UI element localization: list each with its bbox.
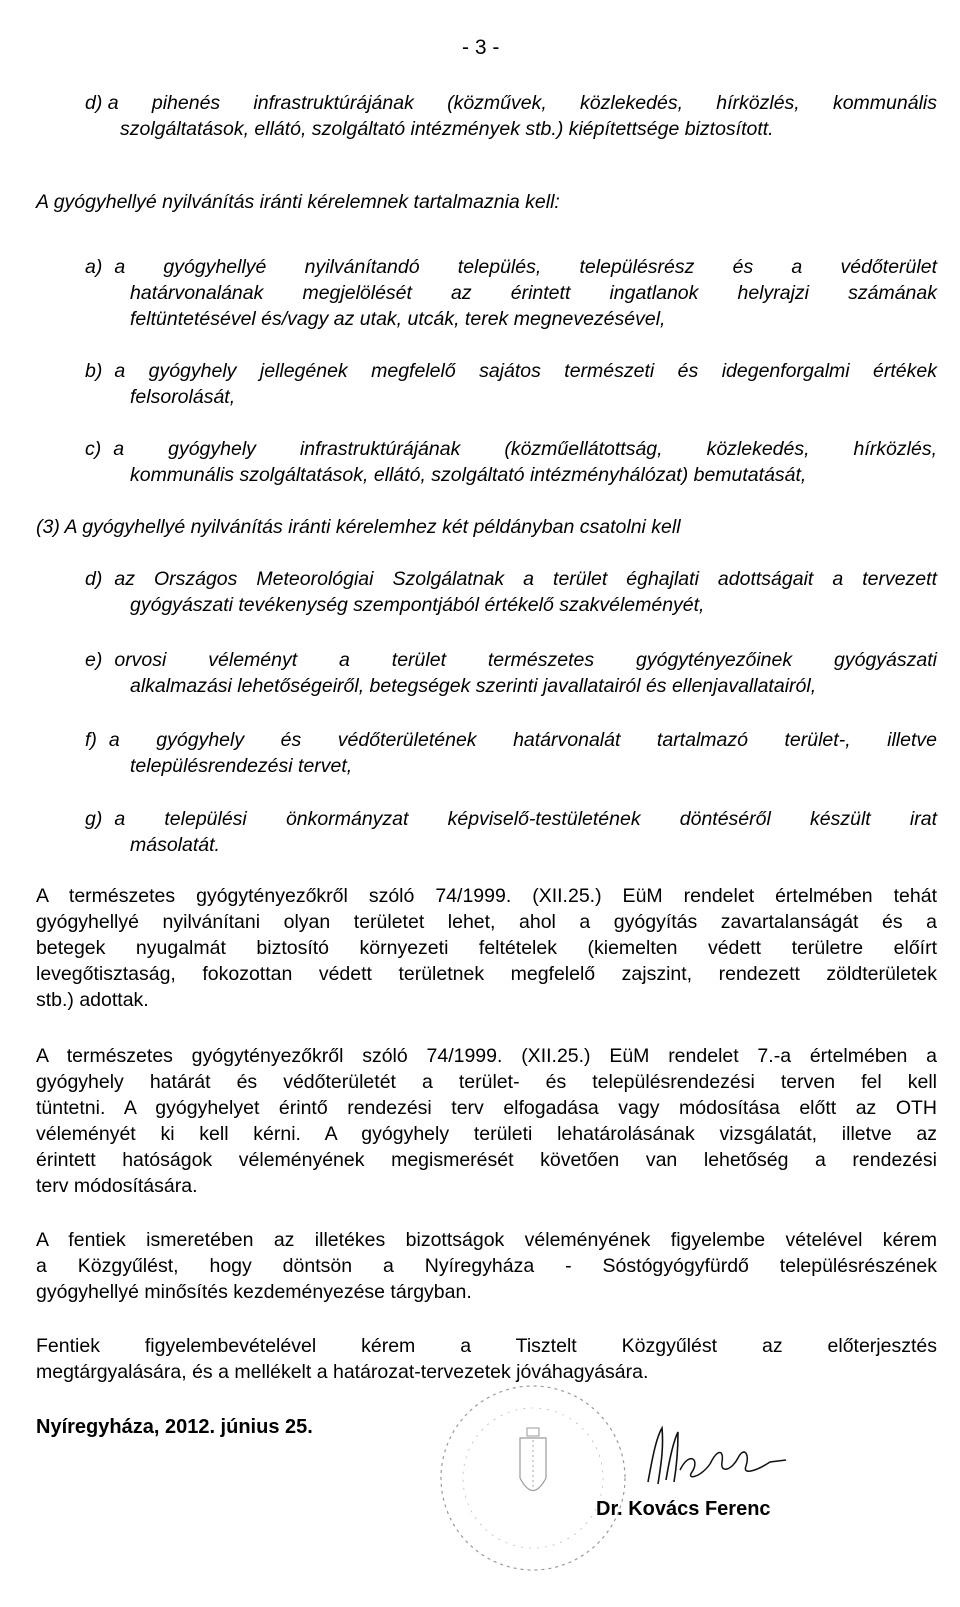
paragraph-3: (3) A gyógyhellyé nyilvánítás iránti kérelemhez két példányban csatolni kell <box>36 516 681 538</box>
item-label: f) <box>85 729 97 751</box>
handwritten-signature <box>640 1420 790 1490</box>
paragraph-line: a Közgyűlést, hogy döntsön a Nyíregyháza - Sóstógyógyfürdő településrészének <box>36 1255 937 1277</box>
item-label: b) <box>85 360 103 382</box>
item-line: kommunális szolgáltatások, ellátó, szolgáltató intézményhálózat) bemutatását, <box>130 464 807 486</box>
item-line: orvosi véleményt a terület természetes gyógytényezőinek gyógyászati <box>114 649 937 671</box>
page-number: - 3 - <box>462 36 500 59</box>
item-label: a) <box>85 256 103 278</box>
item-d-first <box>85 90 937 142</box>
item-label: c) <box>85 438 102 460</box>
item-c <box>85 436 937 488</box>
item-line: felsorolását, <box>130 386 236 408</box>
item-a <box>85 254 937 332</box>
paragraph-1 <box>36 883 937 1013</box>
intro-request: A gyógyhellyé nyilvánítás iránti kérelemnek tartalmaznia kell: <box>36 191 560 213</box>
paragraph-line: A természetes gyógytényezőkről szóló 74/1999. (XII.25.) EüM rendelet 7.-a értelmében a <box>36 1045 937 1067</box>
paragraph-line: stb.) adottak. <box>36 989 149 1011</box>
item-label: d) <box>85 568 103 590</box>
paragraph-line: tüntetni. A gyógyhelyet érintő rendezési terv elfogadása vagy módosítása előtt az OTH <box>36 1097 937 1119</box>
item-e <box>85 647 937 699</box>
paragraph-line: betegek nyugalmát biztosító környezeti feltételek (kiemelten védett területre előírt <box>36 937 937 959</box>
paragraph-line: terv módosítására. <box>36 1175 198 1197</box>
item-label: e) <box>85 649 103 671</box>
place-and-date: Nyíregyháza, 2012. június 25. <box>36 1416 313 1438</box>
paragraph-line: véleményét ki kell kérni. A gyógyhely területi lehatárolásának vizsgálatát, illetve az <box>36 1123 937 1145</box>
paragraph-line: A fentiek ismeretében az illetékes bizottságok véleményének figyelembe vételével kérem <box>36 1229 937 1251</box>
item-line: településrendezési tervet, <box>130 755 353 777</box>
item-label: d) <box>85 92 103 114</box>
item-line: határvonalának megjelölését az érintett ingatlanok helyrajzi számának <box>130 282 937 304</box>
item-line: szolgáltatások, ellátó, szolgáltató intézmények stb.) kiépítettsége biztosított. <box>120 118 774 140</box>
item-line: a települési önkormányzat képviselő-testületének döntéséről készült irat <box>114 808 937 830</box>
item-line: a gyógyhellyé nyilvánítandó település, településrész és a védőterület <box>114 256 937 278</box>
item-label: g) <box>85 808 103 830</box>
item-line: gyógyászati tevékenység szempontjából értékelő szakvéleményét, <box>130 594 705 616</box>
paragraph-line: gyógyhely határát és védőterületét a terület- és településrendezési terven fel kell <box>36 1071 937 1093</box>
item-d <box>85 566 937 618</box>
paragraph-line: levegőtisztaság, fokozottan védett területnek megfelelő zajszint, rendezett zöldterületek <box>36 963 937 985</box>
official-stamp <box>428 1378 638 1578</box>
item-line: a gyógyhely és védőterületének határvonalát tartalmazó terület-, illetve <box>108 729 937 751</box>
item-line: az Országos Meteorológiai Szolgálatnak a terület éghajlati adottságait a tervezett <box>114 568 937 590</box>
paragraph-line: A természetes gyógytényezőkről szóló 74/1999. (XII.25.) EüM rendelet értelmében tehát <box>36 885 937 907</box>
signer-name: Dr. Kovács Ferenc <box>596 1498 771 1520</box>
paragraph-line: érintett hatóságok véleményének megismerését követően van lehetőség a rendezési <box>36 1149 937 1171</box>
item-f <box>85 727 937 779</box>
item-line: alkalmazási lehetőségeiről, betegségek szerinti javallatairól és ellenjavallatairól, <box>130 675 817 697</box>
paragraph-line: gyógyhellyé nyilvánítani olyan területet lehet, ahol a gyógyítás zavartalanságát és a <box>36 911 937 933</box>
item-line: a pihenés infrastruktúrájának (közművek, közlekedés, hírközlés, kommunális <box>107 92 937 114</box>
item-b <box>85 358 937 410</box>
item-g <box>85 806 937 858</box>
paragraph-3-request <box>36 1227 937 1305</box>
paragraph-line: gyógyhellyé minősítés kezdeményezése tárgyban. <box>36 1281 472 1303</box>
paragraph-line: megtárgyalására, és a mellékelt a határozat-tervezetek jóváhagyására. <box>36 1361 649 1383</box>
paragraph-2 <box>36 1043 937 1199</box>
item-line: a gyógyhely jellegének megfelelő sajátos természeti és idegenforgalmi értékek <box>114 360 937 382</box>
item-line: a gyógyhely infrastruktúrájának (közműellátottság, közlekedés, hírközlés, <box>113 438 937 460</box>
item-line: másolatát. <box>130 834 220 856</box>
paragraph-line: Fentiek figyelembevételével kérem a Tisztelt Közgyűlést az előterjesztés <box>36 1335 937 1357</box>
item-line: feltüntetésével és/vagy az utak, utcák, terek megnevezésével, <box>130 308 666 330</box>
